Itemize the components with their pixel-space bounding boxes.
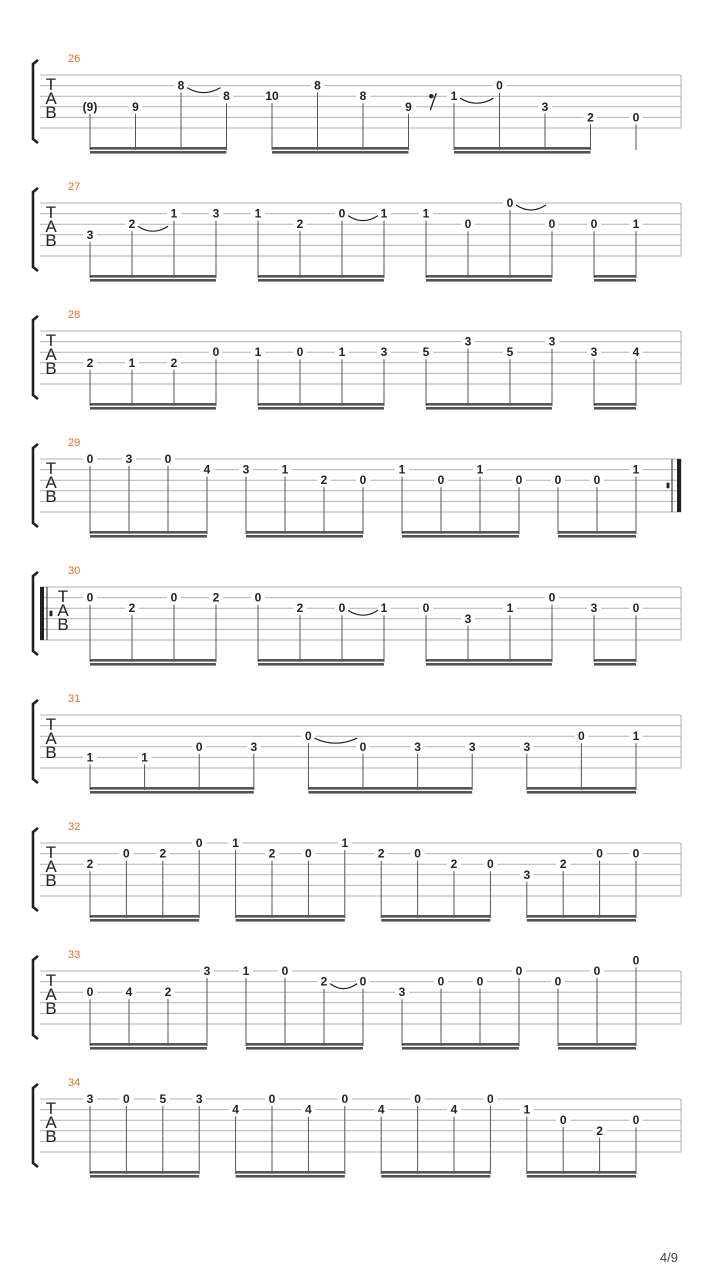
fret-number: 2 bbox=[320, 974, 328, 989]
beam bbox=[90, 915, 199, 918]
fret-number: 0 bbox=[593, 964, 601, 978]
system-bracket bbox=[33, 572, 38, 655]
beam bbox=[527, 919, 636, 922]
beam bbox=[594, 659, 636, 662]
fret-number: 1 bbox=[341, 836, 349, 850]
tab-clef-letter: A bbox=[45, 1113, 57, 1132]
fret-number: 0 bbox=[422, 601, 430, 616]
fret-number: 2 bbox=[164, 985, 172, 1000]
fret-number: 2 bbox=[268, 846, 276, 861]
fret-number: 5 bbox=[159, 1092, 167, 1106]
tab-clef-letter: T bbox=[45, 1099, 57, 1118]
fret-number: 8 bbox=[177, 78, 185, 93]
beam bbox=[90, 659, 216, 662]
tab-clef-letter: B bbox=[45, 359, 57, 378]
tie-arc bbox=[460, 98, 494, 103]
fret-number: 0 bbox=[195, 739, 203, 754]
repeat-dot bbox=[49, 613, 52, 616]
fret-number: 9 bbox=[132, 99, 139, 114]
system-bracket bbox=[33, 60, 38, 143]
fret-number: 2 bbox=[587, 110, 594, 125]
system-33 bbox=[33, 949, 681, 1050]
beam bbox=[90, 151, 227, 154]
fret-number: 9 bbox=[405, 99, 412, 114]
fret-number: 0 bbox=[548, 217, 556, 232]
fret-number: 0 bbox=[338, 601, 346, 616]
beam bbox=[308, 791, 472, 794]
fret-number: 8 bbox=[223, 89, 230, 104]
fret-number: 4 bbox=[125, 985, 133, 1000]
fret-number: 0 bbox=[414, 1092, 421, 1106]
fret-number: 3 bbox=[125, 452, 133, 466]
beam bbox=[90, 147, 227, 150]
beam bbox=[594, 407, 636, 410]
fret-number: 0 bbox=[254, 590, 262, 605]
fret-number: 4 bbox=[305, 1102, 312, 1117]
fret-number: 1 bbox=[632, 729, 640, 744]
beam bbox=[258, 275, 384, 278]
fret-number: 3 bbox=[398, 985, 406, 1000]
tab-clef-letter: B bbox=[57, 615, 69, 634]
measure-number: 26 bbox=[68, 53, 81, 65]
beam bbox=[90, 531, 207, 534]
beam bbox=[258, 403, 384, 406]
fret-number: 0 bbox=[305, 729, 312, 744]
fret-number: 0 bbox=[164, 452, 172, 466]
fret-number: 0 bbox=[86, 985, 94, 1000]
system-28 bbox=[33, 309, 681, 410]
fret-number: 0 bbox=[414, 846, 421, 861]
fret-number: 3 bbox=[468, 739, 476, 754]
fret-number: 0 bbox=[548, 590, 556, 605]
fret-number: 0 bbox=[338, 206, 346, 221]
fret-number: 1 bbox=[506, 601, 514, 616]
beam bbox=[402, 531, 519, 534]
beam bbox=[527, 791, 636, 794]
beam bbox=[236, 1171, 345, 1174]
tab-clef-letter: T bbox=[57, 587, 69, 606]
beam bbox=[90, 407, 216, 410]
fret-number: 2 bbox=[377, 846, 385, 861]
fret-number: 1 bbox=[632, 217, 640, 232]
fret-number: 3 bbox=[86, 1092, 94, 1106]
fret-number: 0 bbox=[359, 974, 367, 989]
beam bbox=[90, 403, 216, 406]
fret-number: 0 bbox=[464, 217, 472, 232]
page-number: 4/9 bbox=[659, 1250, 678, 1265]
fret-number: 0 bbox=[632, 846, 640, 861]
beam bbox=[381, 1175, 490, 1178]
tab-clef-letter: A bbox=[45, 473, 57, 492]
fret-number: 1 bbox=[281, 462, 289, 477]
fret-number: 0 bbox=[487, 857, 494, 872]
beam bbox=[236, 1175, 345, 1178]
fret-number: 2 bbox=[128, 601, 136, 616]
fret-number: 1 bbox=[254, 206, 262, 221]
fret-number: 0 bbox=[359, 473, 367, 488]
fret-number: 3 bbox=[541, 99, 549, 114]
beam bbox=[90, 1047, 207, 1050]
fret-number: 0 bbox=[341, 1092, 349, 1106]
fret-number: 1 bbox=[128, 355, 136, 370]
tab-clef-letter: A bbox=[45, 985, 57, 1004]
fret-number: 0 bbox=[359, 739, 367, 754]
system-bracket bbox=[33, 700, 38, 783]
fret-number: 1 bbox=[632, 462, 640, 477]
tie-arc bbox=[348, 216, 378, 221]
repeat-thick-bar bbox=[677, 459, 681, 512]
beam bbox=[258, 279, 384, 282]
fret-number: 3 bbox=[523, 867, 531, 882]
fret-number: 2 bbox=[296, 601, 304, 616]
tie-arc bbox=[314, 738, 357, 743]
fret-number: 0 bbox=[123, 846, 130, 861]
beam bbox=[246, 1047, 363, 1050]
tab-clef-letter: T bbox=[45, 971, 57, 990]
beam bbox=[426, 663, 552, 666]
fret-number: 0 bbox=[506, 196, 514, 210]
fret-number: 0 bbox=[515, 964, 523, 978]
measure-number: 32 bbox=[68, 821, 81, 833]
fret-number: 2 bbox=[320, 473, 328, 488]
system-bracket bbox=[33, 1084, 38, 1167]
tab-clef-letter: B bbox=[45, 231, 57, 250]
fret-number: 1 bbox=[398, 462, 406, 477]
tie-arc bbox=[330, 984, 357, 989]
fret-number: 8 bbox=[359, 89, 367, 104]
fret-number: 1 bbox=[523, 1102, 531, 1117]
tab-clef-letter: T bbox=[45, 203, 57, 222]
fret-number: 0 bbox=[496, 78, 503, 93]
eighth-rest bbox=[429, 94, 433, 98]
beam bbox=[90, 275, 216, 278]
fret-number: 4 bbox=[232, 1102, 239, 1117]
beam bbox=[402, 1047, 519, 1050]
tie-arc bbox=[138, 226, 168, 231]
fret-number: 1 bbox=[141, 750, 148, 765]
fret-number: 1 bbox=[380, 206, 388, 221]
fret-number: 0 bbox=[195, 836, 203, 850]
fret-number: 0 bbox=[476, 974, 484, 989]
beam bbox=[454, 147, 591, 150]
fret-number: 3 bbox=[380, 345, 388, 360]
fret-number: 0 bbox=[123, 1092, 130, 1106]
beam bbox=[90, 919, 199, 922]
system-bracket bbox=[33, 188, 38, 271]
fret-number: 10 bbox=[265, 89, 279, 104]
beam bbox=[258, 659, 384, 662]
beam bbox=[90, 1043, 207, 1046]
fret-number: 1 bbox=[476, 462, 484, 477]
fret-number: 0 bbox=[86, 590, 94, 605]
fret-number: 4 bbox=[632, 345, 640, 360]
fret-number: 1 bbox=[450, 89, 458, 104]
fret-number: 0 bbox=[437, 974, 445, 989]
fret-number: 0 bbox=[268, 1092, 276, 1106]
measure-number: 28 bbox=[68, 309, 81, 321]
beam bbox=[90, 663, 216, 666]
fret-number: 0 bbox=[578, 729, 585, 744]
fret-number: 3 bbox=[464, 334, 472, 349]
fret-number: 2 bbox=[596, 1123, 603, 1138]
fret-number: 0 bbox=[437, 473, 445, 488]
beam bbox=[527, 915, 636, 918]
tie-arc bbox=[187, 88, 221, 93]
beam bbox=[527, 1171, 636, 1174]
fret-number: 0 bbox=[305, 846, 312, 861]
tie-arc bbox=[348, 610, 378, 615]
fret-number: 3 bbox=[242, 462, 250, 477]
system-34 bbox=[33, 1077, 681, 1178]
fret-number: 3 bbox=[548, 334, 556, 349]
fret-number: 8 bbox=[314, 78, 321, 93]
beam bbox=[402, 1043, 519, 1046]
fret-number: 0 bbox=[632, 110, 640, 125]
fret-number: 1 bbox=[254, 345, 262, 360]
fret-number: 3 bbox=[590, 345, 598, 360]
fret-number: 1 bbox=[86, 750, 94, 765]
beam bbox=[594, 403, 636, 406]
fret-number: (9) bbox=[82, 99, 98, 114]
tab-clef-letter: T bbox=[45, 331, 57, 350]
fret-number: 1 bbox=[338, 345, 346, 360]
system-26 bbox=[33, 53, 681, 154]
beam bbox=[258, 407, 384, 410]
tab-clef-letter: T bbox=[45, 75, 57, 94]
fret-number: 3 bbox=[590, 601, 598, 616]
fret-number: 1 bbox=[170, 206, 178, 221]
fret-number: 0 bbox=[632, 601, 640, 616]
beam bbox=[558, 535, 636, 538]
beam bbox=[594, 279, 636, 282]
beam bbox=[258, 663, 384, 666]
fret-number: 2 bbox=[170, 355, 178, 370]
tab-clef-letter: B bbox=[45, 871, 57, 890]
fret-number: 1 bbox=[380, 601, 388, 616]
measure-number: 29 bbox=[68, 437, 81, 449]
fret-number: 3 bbox=[203, 964, 211, 978]
fret-number: 4 bbox=[203, 462, 211, 477]
fret-number: 0 bbox=[281, 964, 289, 978]
beam bbox=[90, 535, 207, 538]
beam bbox=[90, 1171, 199, 1174]
fret-number: 1 bbox=[242, 964, 250, 978]
beam bbox=[246, 535, 363, 538]
beam bbox=[558, 1043, 636, 1046]
tie-arc bbox=[516, 205, 546, 210]
fret-number: 3 bbox=[212, 206, 220, 221]
fret-number: 0 bbox=[554, 974, 562, 989]
fret-number: 2 bbox=[559, 857, 567, 872]
fret-number: 3 bbox=[523, 739, 531, 754]
tab-clef-letter: B bbox=[45, 999, 57, 1018]
beam bbox=[90, 787, 254, 790]
repeat-dot bbox=[666, 485, 669, 488]
fret-number: 0 bbox=[554, 473, 562, 488]
fret-number: 0 bbox=[590, 217, 598, 232]
fret-number: 2 bbox=[159, 846, 167, 861]
measure-number: 31 bbox=[68, 693, 81, 705]
system-bracket bbox=[33, 828, 38, 911]
fret-number: 1 bbox=[422, 206, 430, 221]
tab-clef-letter: A bbox=[45, 857, 57, 876]
fret-number: 0 bbox=[487, 1092, 494, 1106]
tab-clef-letter: T bbox=[45, 843, 57, 862]
system-bracket bbox=[33, 316, 38, 399]
tab-clef-letter: A bbox=[45, 345, 57, 364]
beam bbox=[426, 659, 552, 662]
tab-clef-letter: B bbox=[45, 1127, 57, 1146]
beam bbox=[236, 919, 345, 922]
repeat-thick-bar bbox=[40, 587, 44, 640]
tab-clef-letter: T bbox=[45, 459, 57, 478]
fret-number: 3 bbox=[250, 739, 258, 754]
tab-clef-letter: B bbox=[45, 743, 57, 762]
fret-number: 0 bbox=[593, 473, 601, 488]
system-31 bbox=[33, 693, 681, 794]
beam bbox=[454, 151, 591, 154]
fret-number: 0 bbox=[86, 452, 94, 466]
tab-clef-letter: B bbox=[45, 487, 57, 506]
fret-number: 0 bbox=[632, 953, 640, 968]
beam bbox=[426, 407, 552, 410]
beam bbox=[236, 915, 345, 918]
system-bracket bbox=[33, 444, 38, 527]
beam bbox=[426, 403, 552, 406]
fret-number: 0 bbox=[212, 345, 220, 360]
beam bbox=[381, 919, 490, 922]
beam bbox=[594, 663, 636, 666]
fret-number: 0 bbox=[559, 1113, 567, 1128]
beam bbox=[308, 787, 472, 790]
beam bbox=[527, 787, 636, 790]
beam bbox=[90, 791, 254, 794]
fret-number: 2 bbox=[128, 217, 136, 232]
beam bbox=[527, 1175, 636, 1178]
fret-number: 3 bbox=[86, 227, 94, 242]
tab-clef-letter: B bbox=[45, 103, 57, 122]
fret-number: 0 bbox=[296, 345, 304, 360]
beam bbox=[594, 275, 636, 278]
beam bbox=[90, 1175, 199, 1178]
system-30 bbox=[33, 565, 681, 666]
beam bbox=[272, 147, 409, 150]
system-32 bbox=[33, 821, 681, 922]
beam bbox=[90, 279, 216, 282]
measure-number: 27 bbox=[68, 181, 81, 193]
fret-number: 0 bbox=[170, 590, 178, 605]
beam bbox=[272, 151, 409, 154]
fret-number: 2 bbox=[450, 857, 458, 872]
fret-number: 3 bbox=[195, 1092, 203, 1106]
measure-number: 34 bbox=[68, 1077, 81, 1089]
measure-number: 33 bbox=[68, 949, 81, 961]
tab-clef-letter: A bbox=[45, 729, 57, 748]
fret-number: 3 bbox=[414, 739, 421, 754]
tab-clef-letter: A bbox=[45, 89, 57, 108]
fret-number: 0 bbox=[596, 846, 603, 861]
fret-number: 4 bbox=[377, 1102, 385, 1117]
tab-clef-letter: A bbox=[45, 217, 57, 236]
fret-number: 5 bbox=[506, 345, 514, 360]
fret-number: 5 bbox=[422, 345, 430, 360]
fret-number: 3 bbox=[464, 611, 472, 626]
tab-clef-letter: T bbox=[45, 715, 57, 734]
beam bbox=[426, 279, 552, 282]
beam bbox=[558, 531, 636, 534]
beam bbox=[246, 1043, 363, 1046]
system-bracket bbox=[33, 956, 38, 1039]
fret-number: 2 bbox=[296, 217, 304, 232]
beam bbox=[246, 531, 363, 534]
fret-number: 4 bbox=[450, 1102, 458, 1117]
tab-clef-letter: A bbox=[57, 601, 69, 620]
fret-number: 0 bbox=[632, 1113, 640, 1128]
fret-number: 2 bbox=[212, 590, 220, 605]
fret-number: 2 bbox=[86, 857, 94, 872]
system-29 bbox=[33, 437, 681, 538]
system-27 bbox=[33, 181, 681, 282]
beam bbox=[381, 1171, 490, 1174]
measure-number: 30 bbox=[68, 565, 81, 577]
beam bbox=[381, 915, 490, 918]
beam bbox=[426, 275, 552, 278]
fret-number: 1 bbox=[232, 836, 239, 850]
beam bbox=[558, 1047, 636, 1050]
beam bbox=[402, 535, 519, 538]
fret-number: 2 bbox=[86, 355, 94, 370]
fret-number: 0 bbox=[515, 473, 523, 488]
